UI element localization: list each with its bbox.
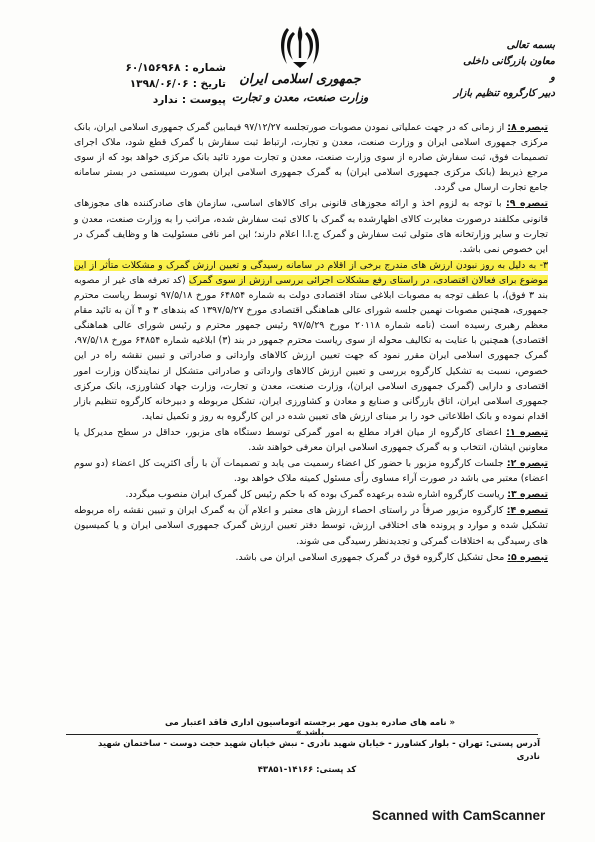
body-paragraph	[74, 258, 548, 424]
recipient-line: بسمه تعالی	[506, 40, 555, 51]
note-label: تبصره ۸:	[507, 122, 548, 133]
letter-date-row	[66, 76, 226, 92]
body-paragraph	[74, 425, 548, 455]
recipient-line: دبیر کارگروه تنظیم بازار	[453, 88, 555, 99]
letter-date-label: تاریخ :	[192, 78, 226, 90]
recipient-line: و	[550, 72, 555, 83]
paragraph-text: جلسات کارگروه مزبور با حضور کل اعضاء رسمیت می یابد و تصمیمات آن با رأی اکثریت کل اعضاء (دو سوم اعضاء) معتبر می باشد در صورت آراء مساوی رأی مسئول کمیته ملاک خواهد بود.	[74, 458, 548, 485]
recipient-block	[415, 38, 555, 102]
highlighted-text: ۳- به دلیل به روز نبودن ارزش های مندرج برخی از اقلام در سامانه رسیدگی و تعیین ارزش گمرک و مشکلات متأثر از این موضوع برای فعالان اقتصادی، در راستای رفع مشکلات اجرائی بررسی ارزش از سوی گمرک	[74, 259, 549, 286]
letter-number-value: ۶۰/۱۵۶۹۶۸	[125, 62, 181, 74]
scanner-watermark: Scanned with CamScanner	[372, 808, 546, 823]
paragraph-text: اعضای کارگروه از میان افراد مطلع به امور گمرکی توسط دستگاه های مزبور، حداقل در سطح مدیرکل یا معاونین ایشان، انتخاب و به گمرک جمهوری اسلامی ایران معرفی خواهند شد.	[74, 426, 548, 453]
letter-attachment-label: پیوست :	[181, 94, 226, 106]
note-label: تبصره ۵:	[507, 551, 548, 563]
iran-emblem-icon	[277, 22, 323, 70]
body-paragraph	[74, 196, 548, 256]
letter-attachment-row	[66, 92, 226, 108]
footer-divider	[66, 734, 538, 735]
note-label: تبصره ۲:	[506, 458, 548, 470]
ministry-name: وزارت صنعت، معدن و تجارت	[231, 91, 369, 104]
paragraph-text: از زمانی که در جهت عملیاتی نمودن مصوبات صورتجلسه ۹۷/۱۲/۲۷ فیمابین گمرک جمهوری اسلامی ایران، بانک مرکزی جمهوری اسلامی ایران و وزارت صنعت، معدن و تجارت، ارتباط ثبت سفارش با گمرک قطع شود، ملاک اجرای تصمیمات فوق، ثبت سفارش صادره از سوی وزارت صنعت، معدن و تجارت مورد تائید بانک مرکزی خواهد بود که از سوی مرجع ذیربط (بانک مرکزی جمهوری اسلامی ایران) به گمرک جمهوری اسلامی ایران بصورت سیستمی در بستر سامانه جامع تجارت ارسال می گردد.	[74, 122, 548, 194]
letter-meta	[66, 60, 226, 108]
postal-address	[74, 738, 540, 777]
letter-date-value: ۱۳۹۸/۰۶/۰۶	[129, 78, 189, 90]
body-paragraph	[74, 550, 548, 565]
note-label: تبصره ۹:	[505, 198, 549, 210]
note-label: تبصره ۱:	[506, 426, 548, 438]
paragraph-text: کارگروه مزبور صرفاً در راستای احصاء ارزش های معتبر و اعلام آن به گمرک ایران و تبیین نقشه راه مربوطه تشکیل شده و موارد و پرونده های اختلافی ارزش، توسط دفتر تعیین ارزش گمرک جمهوری اسلامی ایران و یا کمیسیون های رسیدگی به اختلافات گمرکی و تجدیدنظر رسیدگی می شوند.	[74, 505, 548, 547]
postal-code: کد پستی: ۱۴۱۶۶-۴۳۸۵۱	[257, 765, 357, 775]
country-name: جمهوری اسلامی ایران	[239, 72, 361, 87]
letter-attachment-value: ندارد	[152, 94, 178, 106]
body-paragraph	[74, 503, 548, 548]
paragraph-text: ریاست کارگروه اشاره شده برعهده گمرک بوده که با حکم رئیس کل گمرک ایران منصوب میگردد.	[125, 489, 508, 501]
body-paragraph	[74, 456, 548, 486]
paragraph-text: با توجه به لزوم اخذ و ارائه مجوزهای قانونی برای کالاهای اساسی، سازمان های صادرکننده های مجوزهای قانونی مکلفند درصورت مغایرت کالای اظهارشده به گمرک با کالای ثبت سفارش شده، مراتب را به وزارت صنعت، معدن و تجارت و سایر وزارتخانه های متولی ثبت سفارش و گمرک ج.ا.ا اعلام دارند؛ این امر نافی مسئولیت ها و وظایف گمرک در این خصوص نمی باشد.	[74, 198, 548, 255]
recipient-line: معاون بازرگانی داخلی	[463, 56, 555, 67]
address-text: آدرس پستی: تهران - بلوار کشاورز - خیابان شهید نادری - نبش خیابان شهید حجت دوست - ساختمان شهید نادری	[97, 739, 540, 762]
letter-body	[74, 120, 548, 566]
letter-number-row	[66, 60, 226, 76]
note-label: تبصره ۳:	[507, 489, 548, 501]
body-paragraph	[74, 487, 548, 502]
note-label: تبصره ۴:	[506, 505, 549, 517]
paragraph-text: محل تشکیل کارگروه فوق در گمرک جمهوری اسلامی ایران می باشد.	[235, 551, 508, 563]
letter-number-label: شماره :	[184, 62, 226, 74]
body-paragraph	[74, 120, 548, 195]
letterhead-title	[215, 72, 385, 104]
validity-notice: « نامه های صادره بدون مهر برجسته اتوماسیون اداری فاقد اعتبار می باشد »	[164, 718, 456, 738]
paragraph-text: (کد تعرفه های غیر از مصوبه بند ۳ فوق)، با عطف توجه به مصوبات ابلاغی ستاد اقتصادی دولت به شماره ۶۴۸۵۴ مورخ ۹۷/۵/۱۸ توسط ریاست محترم جمهوری، همچنین مصوبات نهمین جلسه شورای عالی هماهنگی اقتصادی مورخ ۱۳۹۷/۵/۲۷ که بندهای ۳ و ۴ آن به تائید مقام معظم رهبری رسیده است (نامه شماره ۲۰۱۱۸ مورخ ۹۷/۵/۲۹ رئیس جمهور محترم و رئیس شورای عالی هماهنگی اقتصادی) همچنین با عنایت به تکالیف محوله از سوی ریاست محترم جمهور در بند (۳) ابلاغیه شماره ۶۴۸۵۴ مورخ ۹۷/۵/۱۸، گمرک جمهوری اسلامی ایران مقرر نمود که جهت تعیین ارزش کالاهای وارداتی و صادراتی و تبیین نقشه راه در این خصوص، نسبت به تشکیل کارگروه بررسی و تعیین ارزش کالاهای وارداتی و صادراتی متشکل از نمایندگان وزارت امور اقتصادی و دارایی (گمرک جمهوری اسلامی ایران)، وزارت صنعت، معدن و تجارت، وزارت جهاد کشاورزی، بانک مرکزی جمهوری اسلامی ایران، اتاق بازرگانی و صنایع و معادن و کشاورزی ایران، تشکل مربوطه و دبیرخانه کارگروه تنظیم بازار اقدام نموده و بانک اطلاعاتی خود را بر مبنای ارزش های تعیین شده در این کارگروه به روز و تکمیل نماید.	[74, 274, 549, 422]
